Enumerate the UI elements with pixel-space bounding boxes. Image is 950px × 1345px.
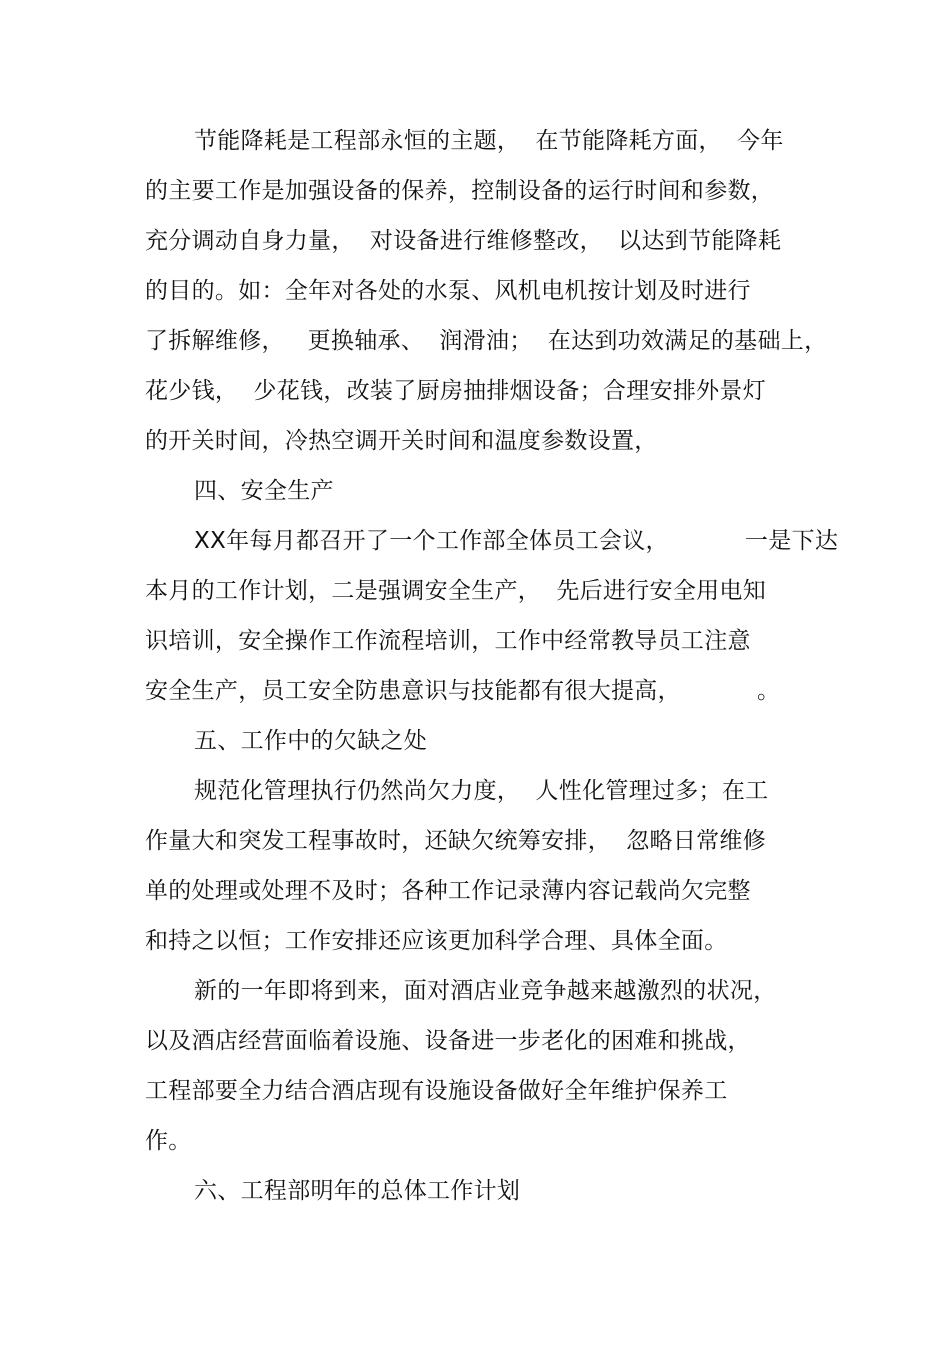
paragraph-energy-line-7: 的开关时间，冷热空调开关时间和温度参数设置， <box>145 428 658 454</box>
paragraph-safety-line-3: 识培训，安全操作工作流程培训，工作中经常教导员工注意 <box>145 628 751 654</box>
paragraph-energy-line-5: 了拆解维修， 更换轴承、 润滑油； 在达到功效满足的基础上， <box>145 328 828 354</box>
paragraph-newyear-line-2: 以及酒店经营面临着设施、设备进一步老化的困难和挑战， <box>145 1028 751 1054</box>
paragraph-safety-line-4: 安全生产，员工安全防患意识与技能都有很大提高， 。 <box>145 678 781 704</box>
paragraph-energy-line-2: 的主要工作是加强设备的保养，控制设备的运行时间和参数， <box>145 178 775 204</box>
paragraph-shortcomings-line-2: 作量大和突发工程事故时，还缺欠统筹安排， 忽略日常维修 <box>145 828 767 854</box>
paragraph-safety-line-2: 本月的工作计划，二是强调安全生产， 先后进行安全用电知 <box>145 578 767 604</box>
paragraph-shortcomings-line-1: 规范化管理执行仍然尚欠力度， 人性化管理过多；在工 <box>194 778 769 804</box>
paragraph-newyear-line-1: 新的一年即将到来，面对酒店业竞争越来越激烈的状况， <box>194 978 777 1004</box>
paragraph-energy-line-1: 节能降耗是工程部永恒的主题， 在节能降耗方面， 今年 <box>194 128 784 154</box>
paragraph-newyear-line-3: 工程部要全力结合酒店现有设施设备做好全年维护保养工 <box>145 1078 728 1104</box>
paragraph-energy-line-4: 的目的。如：全年对各处的水泵、风机电机按计划及时进行 <box>145 278 751 304</box>
section-heading-shortcomings: 五、工作中的欠缺之处 <box>194 728 427 754</box>
paragraph-shortcomings-line-3: 单的处理或处理不及时；各种工作记录薄内容记载尚欠完整 <box>145 878 751 904</box>
paragraph-shortcomings-line-4: 和持之以恒；工作安排还应该更加科学合理、具体全面。 <box>145 928 728 954</box>
section-heading-plan: 六、工程部明年的总体工作计划 <box>194 1178 521 1204</box>
paragraph-safety-line-1: XX年每月都召开了一个工作部全体员工会议， 一是下达 <box>194 528 839 554</box>
paragraph-energy-line-6: 花少钱， 少花钱，改装了厨房抽排烟设备；合理安排外景灯 <box>145 378 767 404</box>
paragraph-energy-line-3: 充分调动自身力量， 对设备进行维修整改， 以达到节能降耗 <box>145 228 782 254</box>
section-heading-safety: 四、安全生产 <box>194 478 334 504</box>
paragraph-newyear-line-4: 作。 <box>145 1128 192 1154</box>
